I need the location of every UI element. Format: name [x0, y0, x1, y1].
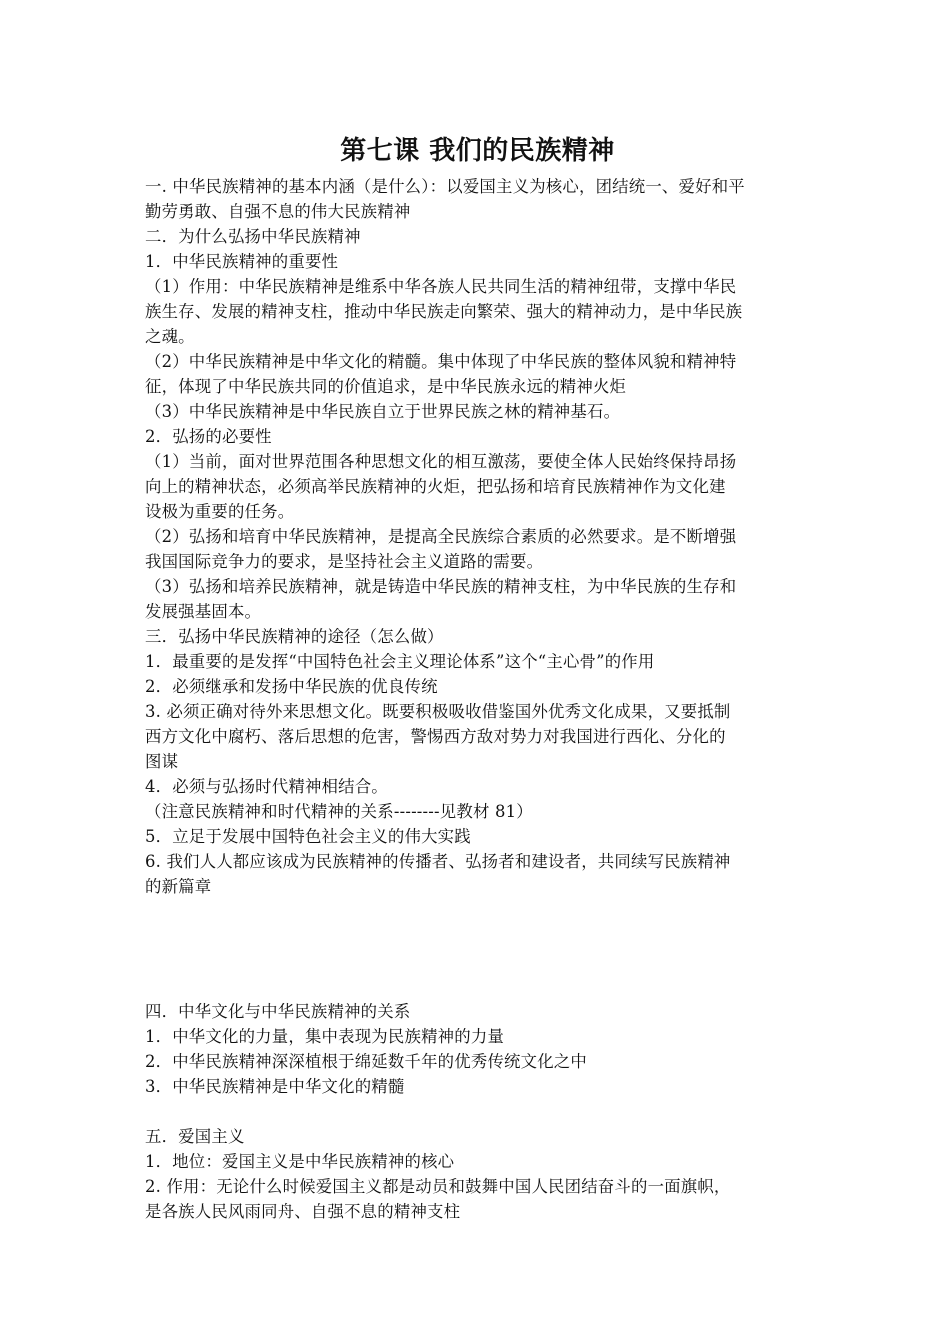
text-line: （1）作用：中华民族精神是维系中华各族人民共同生活的精神纽带，支撑中华民 — [145, 277, 737, 296]
text-line: 3. 必须正确对待外来思想文化。既要积极吸收借鉴国外优秀文化成果，又要抵制 — [145, 702, 731, 721]
text-line: 我国国际竞争力的要求，是坚持社会主义道路的需要。 — [145, 552, 544, 571]
blank-space — [145, 1099, 810, 1124]
section-block-3 — [145, 1124, 810, 1224]
text-line: 1．最重要的是发挥“中国特色社会主义理论体系”这个“主心骨”的作用 — [145, 652, 655, 671]
page-title: 第七课 我们的民族精神 — [340, 136, 615, 166]
text-line: 的新篇章 — [145, 877, 212, 896]
section-heading: 四．中华文化与中华民族精神的关系 — [145, 1002, 411, 1021]
text-line: 图谋 — [145, 752, 179, 771]
text-line: （注意民族精神和时代精神的关系--------见教材 81） — [145, 802, 533, 821]
text-line: （2）弘扬和培育中华民族精神，是提高全民族综合素质的必然要求。是不断增强 — [145, 527, 737, 546]
text-line: 之魂。 — [145, 327, 195, 346]
text-line: 发展强基固本。 — [145, 602, 262, 621]
subsection-heading: 1．中华民族精神的重要性 — [145, 252, 339, 271]
text-line: 设极为重要的任务。 — [145, 502, 295, 521]
text-line: 2. 作用：无论什么时候爱国主义都是动员和鼓舞中国人民团结奋斗的一面旗帜， — [145, 1177, 731, 1196]
text-line: 是各族人民风雨同舟、自强不息的精神支柱 — [145, 1202, 461, 1221]
text-line: 向上的精神状态，必须高举民族精神的火炬，把弘扬和培育民族精神作为文化建 — [145, 477, 726, 496]
blank-space — [145, 899, 810, 999]
text-line: 一. 中华民族精神的基本内涵（是什么）：以爱国主义为核心，团结统一、爱好和平 — [145, 177, 745, 196]
text-line: 5．立足于发展中国特色社会主义的伟大实践 — [145, 827, 471, 846]
text-line: 西方文化中腐朽、落后思想的危害，警惕西方敌对势力对我国进行西化、分化的 — [145, 727, 726, 746]
subsection-heading: 2．弘扬的必要性 — [145, 427, 272, 446]
text-line: （1）当前，面对世界范围各种思想文化的相互激荡，要使全体人民始终保持昂扬 — [145, 452, 737, 471]
text-line: 1．中华文化的力量，集中表现为民族精神的力量 — [145, 1027, 505, 1046]
text-line: 勤劳勇敢、自强不息的伟大民族精神 — [145, 202, 411, 221]
text-line: 1．地位：爱国主义是中华民族精神的核心 — [145, 1152, 455, 1171]
section-block-1 — [145, 174, 810, 899]
text-line: 2．必须继承和发扬中华民族的优良传统 — [145, 677, 438, 696]
section-block-2 — [145, 999, 810, 1099]
text-line: （2）中华民族精神是中华文化的精髓。集中体现了中华民族的整体风貌和精神特 — [145, 352, 737, 371]
section-heading: 五．爱国主义 — [145, 1127, 245, 1146]
text-line: 族生存、发展的精神支柱，推动中华民族走向繁荣、强大的精神动力，是中华民族 — [145, 302, 743, 321]
text-line: 6. 我们人人都应该成为民族精神的传播者、弘扬者和建设者，共同续写民族精神 — [145, 852, 731, 871]
text-line: 2．中华民族精神深深植根于绵延数千年的优秀传统文化之中 — [145, 1052, 587, 1071]
section-heading: 二．为什么弘扬中华民族精神 — [145, 227, 361, 246]
text-line: （3）弘扬和培养民族精神，就是铸造中华民族的精神支柱，为中华民族的生存和 — [145, 577, 737, 596]
text-line: （3）中华民族精神是中华民族自立于世界民族之林的精神基石。 — [145, 402, 621, 421]
text-line: 3．中华民族精神是中华文化的精髓 — [145, 1077, 405, 1096]
document-page — [145, 128, 810, 1224]
section-heading: 三．弘扬中华民族精神的途径（怎么做） — [145, 627, 444, 646]
text-line: 4．必须与弘扬时代精神相结合。 — [145, 777, 388, 796]
text-line: 征，体现了中华民族共同的价值追求，是中华民族永远的精神火炬 — [145, 377, 627, 396]
